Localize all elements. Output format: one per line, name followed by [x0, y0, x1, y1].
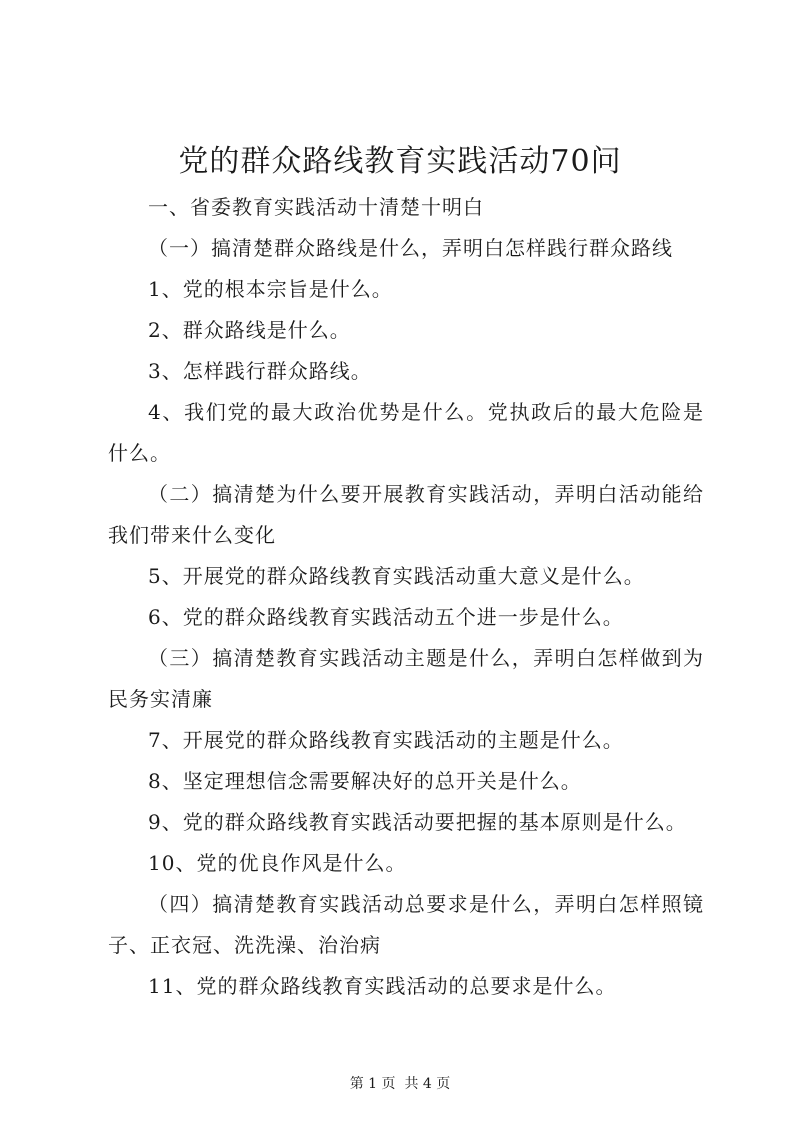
subsection-heading: （三）搞清楚教育实践活动主题是什么，弄明白怎样做到为民务实清廉 [108, 646, 704, 711]
question-item: 10、党的优良作风是什么。 [148, 851, 407, 875]
question-item: 2、群众路线是什么。 [148, 318, 351, 342]
subsection-heading: （一）搞清楚群众路线是什么，弄明白怎样践行群众路线 [148, 236, 673, 260]
question-item: 1、党的根本宗旨是什么。 [148, 277, 393, 301]
question-item: 4、我们党的最大政治优势是什么。党执政后的最大危险是什么。 [108, 400, 704, 465]
section-heading: 一、省委教育实践活动十清楚十明白 [148, 195, 484, 219]
question-item: 11、党的群众路线教育实践活动的总要求是什么。 [148, 974, 617, 998]
question-item: 5、开展党的群众路线教育实践活动重大意义是什么。 [148, 564, 645, 588]
subsection-heading: （二）搞清楚为什么要开展教育实践活动，弄明白活动能给我们带来什么变化 [108, 482, 704, 547]
question-item: 8、坚定理想信念需要解决好的总开关是什么。 [148, 769, 582, 793]
question-item: 9、党的群众路线教育实践活动要把握的基本原则是什么。 [148, 810, 687, 834]
document-body [108, 187, 704, 1007]
document-title: 党的群众路线教育实践活动70问 [178, 144, 622, 179]
page-footer: 第 1 页 共 4 页 [349, 1076, 451, 1092]
subsection-heading: （四）搞清楚教育实践活动总要求是什么，弄明白怎样照镜子、正衣冠、洗洗澡、治治病 [108, 892, 704, 957]
question-item: 6、党的群众路线教育实践活动五个进一步是什么。 [148, 605, 624, 629]
question-item: 7、开展党的群众路线教育实践活动的主题是什么。 [148, 728, 624, 752]
question-item: 3、怎样践行群众路线。 [148, 359, 372, 383]
